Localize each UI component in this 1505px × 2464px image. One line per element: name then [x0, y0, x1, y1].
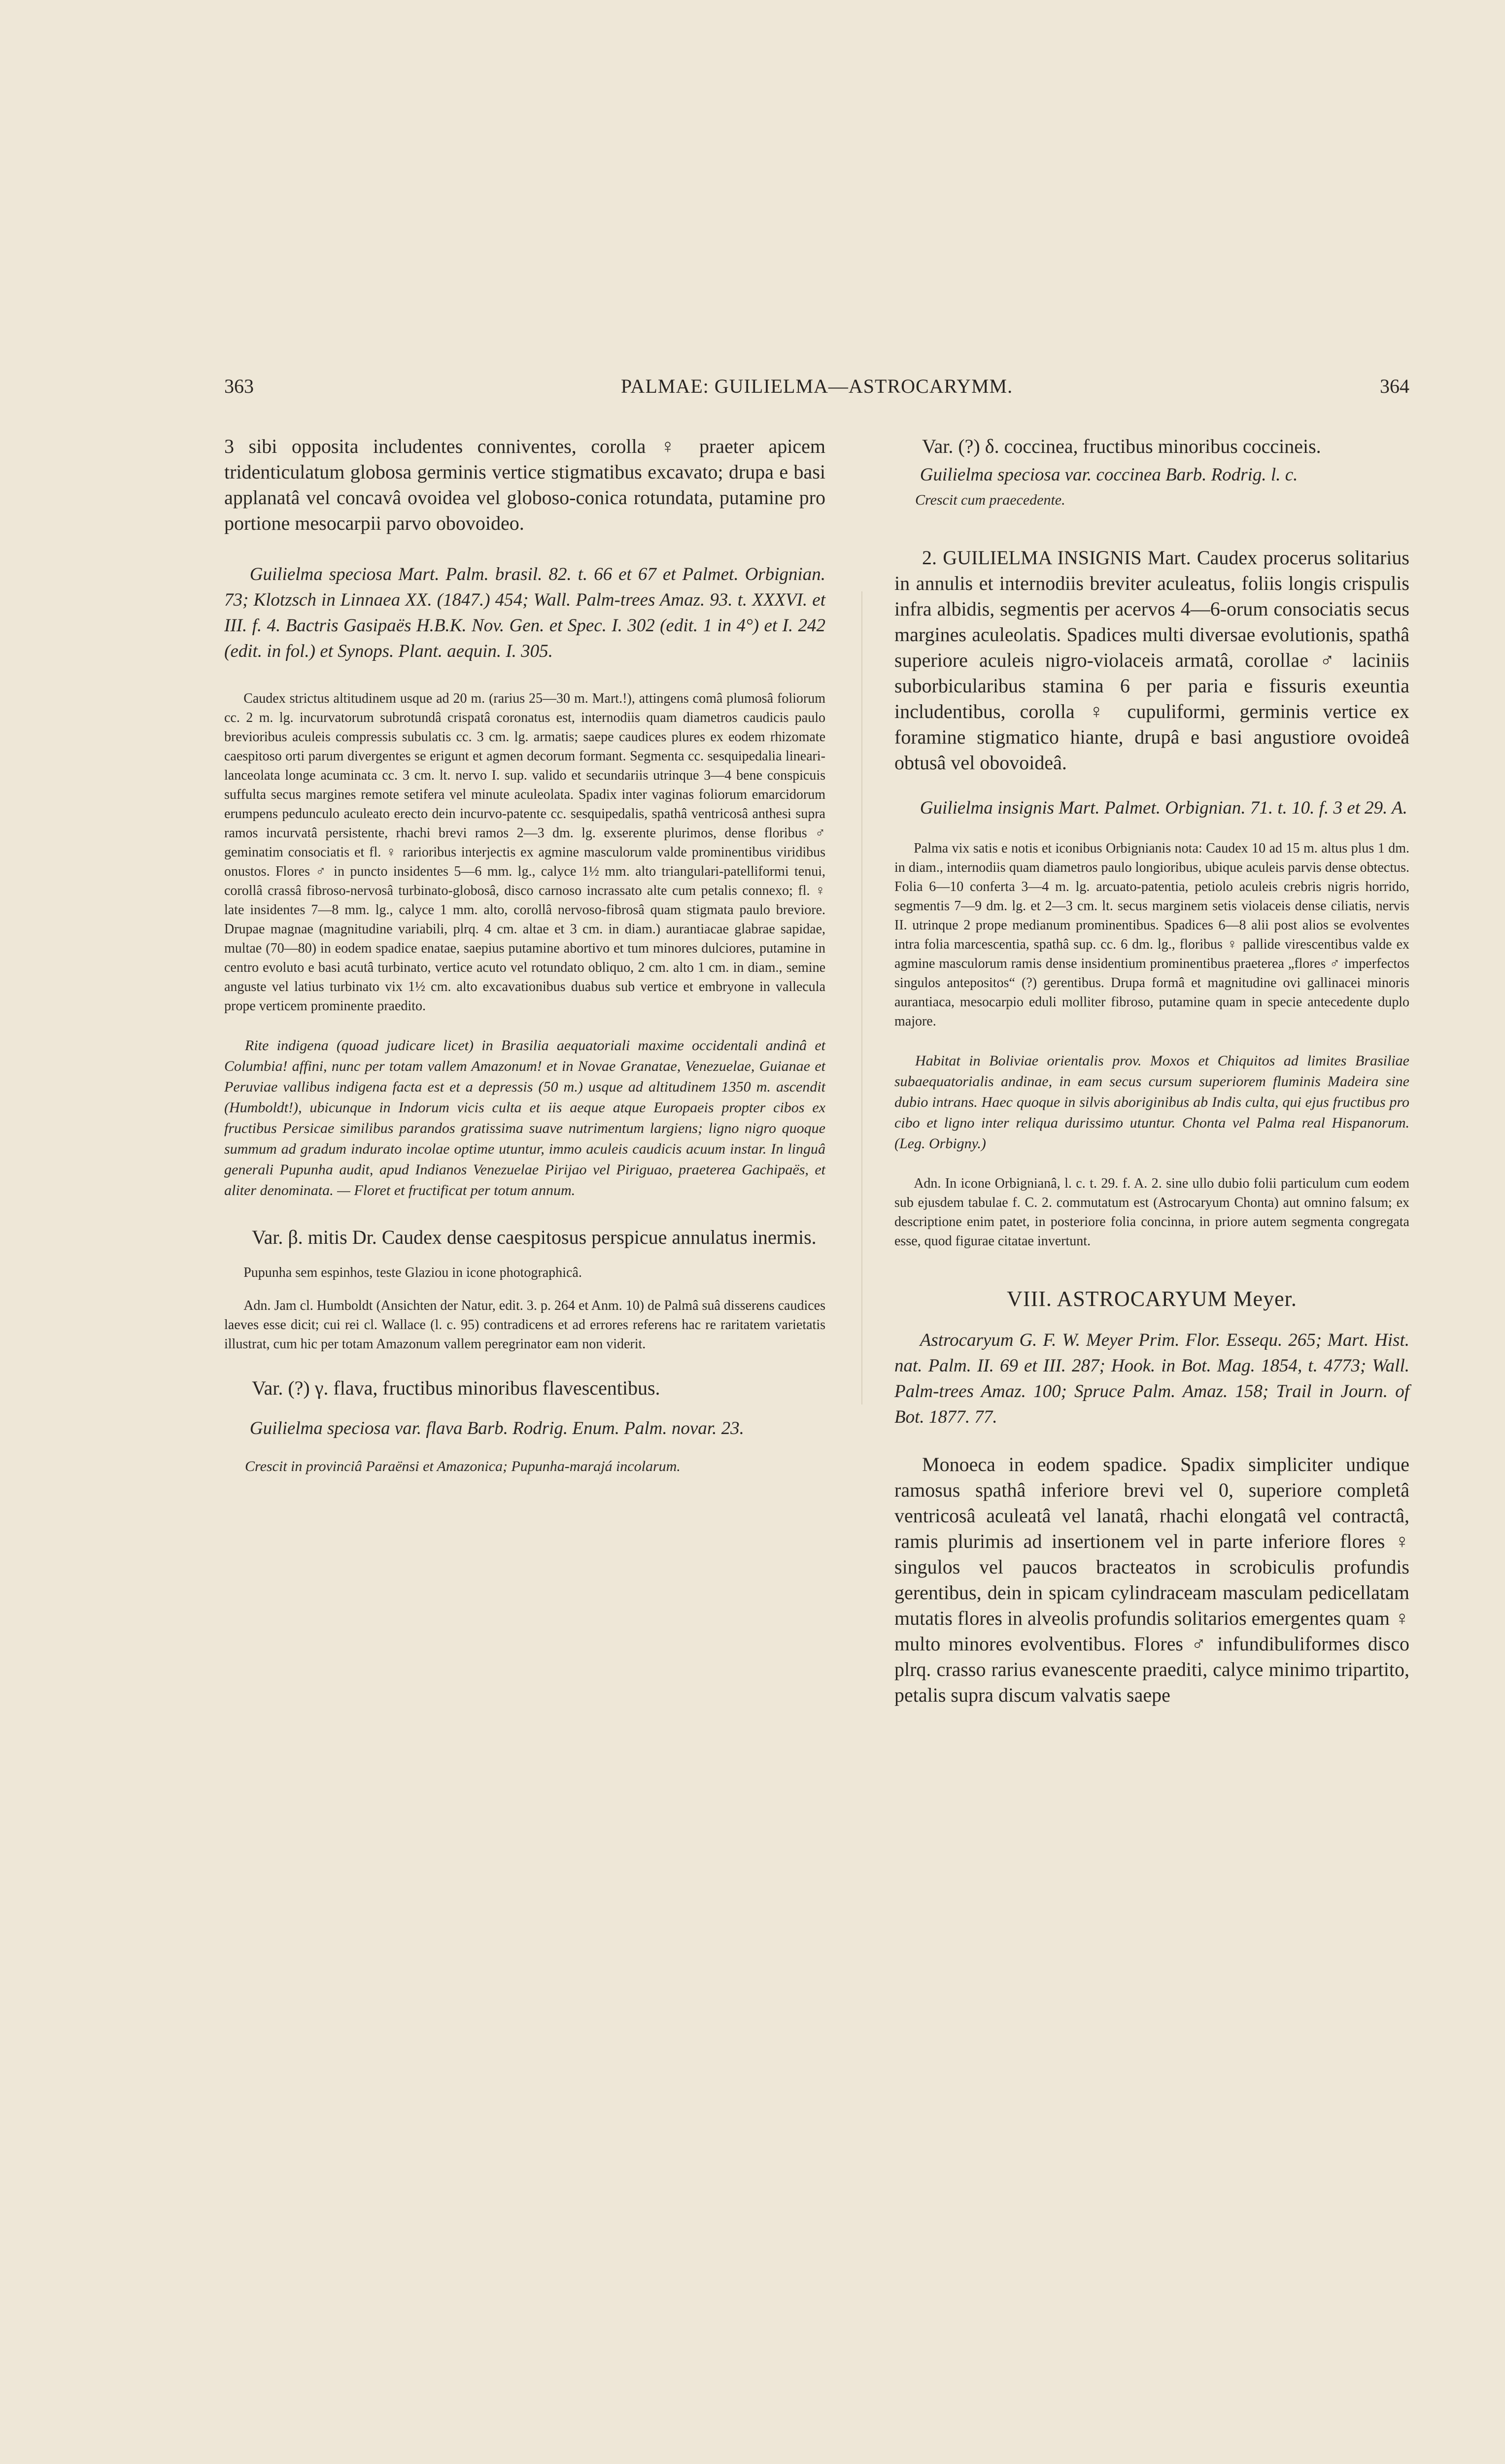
detailed-description: Caudex strictus altitudinem usque ad 20 m. (rarius 25—30 m. Mart.!), attingens comâ plumosâ foliorum cc. 2 m. lg. incurvatorum subrotundâ crispatâ coronatus est, internodiis quam diametros caudicis paulo brevioribus aculeis compressis subulatis cc. 3 cm. lg. armatis; saepe caudices plures ex eodem rhizomate caespitoso orti parum divergentes se erigunt et agmen decorum formant. Segmenta cc. sesquipedalia lineari-lanceolata longe acuminata cc. 3 cm. lt. nervo I. sup. valido et secundariis utrinque 3—4 bene conspicuis suffulta secus margines remote setifera vel minute aculeolata. Spadix inter vaginas foliorum emarcidorum erumpens pedunculo aculeato erecto dein incurvo-patente cc. sesquipedalis, spathâ ventricosâ anthesi supra ramos incurvatâ persistente, rhachi brevi ramos 2—3 dm. lg. exserente plurimos, dense floribus ♂ geminatim consociatis et fl. ♀ rarioribus interjectis ex agmine masculorum valde prominentibus viridibus onustos. Flores ♂ in puncto insidentes 5—6 mm. lg., calyce 1½ mm. alto triangulari-patelliformi tenui, corollâ crassâ fibroso-nervosâ turbinato-globosâ, disco carnoso incrassato alte cum petalis connexo; fl. ♀ late insidentes 7—8 mm. lg., calyce 1 mm. alto, corollâ nervoso-fibrosâ quam stigmata paulo breviore. Drupae magnae (magnitudine variabili, plrq. 4 cm. altae et 3 cm. in diam.) aurantiacae glabrae sapidae, multae (70—80) in eodem spadice enatae, saepius putamine abortivo et tum minores dulciores, putamine in centro evoluto e basi acutâ turbinato, vertice acuto vel rotundato obliquo, 2 cm. alto 1 cm. in diam., semine anguste vel latius turbinato vix 1½ cm. alto excavationibus duabus sub vertice et embryone in vallecula prope verticem prominente praedito.: [224, 691, 825, 1014]
species-insignis-citation: Guilielma insignis Mart. Palmet. Orbignian. 71. t. 10. f. 3 et 29. A.: [920, 798, 1407, 818]
running-title: PALMAE: GUILIELMA—ASTROCARYMM.: [620, 375, 1013, 397]
page-number-left: 363: [224, 375, 254, 397]
variety-delta-citation: Guilielma speciosa var. coccinea Barb. Rodrig. l. c.: [920, 465, 1298, 485]
habitat-paragraph: Rite indigena (quoad judicare licet) in Brasilia aequatoriali maxime occidentali andinâ et Columbia! affini, nunc per totam vallem Amazonum! et in Novae Granatae, Venezuelae, Guianae et Peruviae vallibus indigena facta est et a depressis (50 m.) usque ad altitudinem 1350 m. ascendit (Humboldt!), ubicunque in Indorum vicis culta et iis aeque atque Europaeis propter cibos ex fructibus Persicae similibus parandos gratissima suave nutrimentum largiens; ligno nigro quoque summum ad gradum indurato incolae optime utuntur, immo aculeis caudicis acuum instar. In linguâ generali Pupunha audit, apud Indianos Venezuelae Pirijao vel Piriguao, praeterea Gachipaës, et aliter denominata. — Floret et fructificat per totum annum.: [224, 1037, 825, 1198]
page-number-right: 364: [1380, 375, 1409, 397]
right-column: [894, 434, 1409, 1708]
species-insignis-habitat: Habitat in Boliviae orientalis prov. Moxos et Chiquitos ad limites Brasiliae subaequatorialis andinae, in eam secus cursum superiorem fluminis Madeira sine dubio intrans. Haec quoque in silvis aboriginibus ab Indis culta, qui ejus fructibus pro cibo et ligno inter reliqua durissimo utuntur. Chonta vel Palma real Hispanorum. (Leg. Orbigny.): [894, 1053, 1409, 1152]
genus-heading: VIII. ASTROCARYUM Meyer.: [1007, 1287, 1297, 1311]
variety-gamma-habitat: Crescit in provinciâ Paraënsi et Amazonica; Pupunha-marajá incolarum.: [245, 1458, 681, 1474]
variety-beta: Var. β. mitis Dr. Caudex dense caespitosus perspicue annulatus inermis.: [252, 1226, 817, 1248]
variety-gamma: Var. (?) γ. flava, fructibus minoribus flavescentibus.: [252, 1377, 660, 1399]
species-insignis-details: Palma vix satis e notis et iconibus Orbignianis nota: Caudex 10 ad 15 m. altus plus 1 dm. in diam., internodiis quam diametros paulo longioribus, ubique aculeis parvis dense obtectus. Folia 6—10 conferta 3—4 m. lg. arcuato-patentia, petiolo aculeis crebris nigris horrido, segmentis 7—9 dm. lg. et 2—3 cm. lt. secus marginem setis violaceis dense ciliatis, nervis II. utrinque 2 prope medianum prominentibus. Spadices 6—8 alii post alios se evolventes intra folia marcescentia, spathâ sup. cc. 6 dm. lg., floribus ♀ pallide virescentibus valde ex agmine masculorum ramis dense insidentium prominentibus praeterea „flores ♂ imperfectos singulos antepositos“ (?) gerentibus. Drupa formâ et magnitudine ovi gallinacei minoris aurantiaca, mesocarpio eduli molliter fibroso, putamine quam in specie antecedente duplo majore.: [894, 841, 1409, 1029]
variety-beta-note: Pupunha sem espinhos, teste Glaziou in icone photographicâ.: [243, 1265, 582, 1280]
annotation-paragraph: Adn. Jam cl. Humboldt (Ansichten der Natur, edit. 3. p. 264 et Anm. 10) de Palmâ suâ disserens caudices laeves esse dicit; cui rei cl. Wallace (l. c. 95) contradicens et ad errores referens hac re raritatem varietatis illustrat, cum hic per totam Amazonum vallem peregrinator eam non viderit.: [224, 1298, 825, 1352]
description-paragraph: 3 sibi opposita includentes conniventes, corolla ♀ praeter apicem tridenticulatum globosa germinis vertice stigmatibus excavato; drupa e basi applanatâ vel concavâ ovoidea vel globoso-conica rotundata, putamine pro portione mesocarpii parvo obovoideo.: [224, 435, 825, 534]
variety-delta: Var. (?) δ. coccinea, fructibus minoribus coccineis.: [922, 435, 1321, 457]
species-insignis-description: 2. GUILIELMA INSIGNIS Mart. Caudex procerus solitarius in annulis et internodiis breviter aculeatus, foliis longis crispulis infra albidis, segmentis per acervos 4—6-orum consociatis secus margines aculeolatis. Spadices multi diversae evolutionis, spathâ superiore aculeis nigro-violaceis armatâ, corollae ♂ laciniis suborbicularibus stamina 6 per paria e fissuris exeuntia includentibus, corolla ♀ cupuliformi, germinis vertice ex foramine stigmatico hiante, drupâ e basi angustiore ovoideâ obtusâ vel obovoideâ.: [894, 547, 1409, 774]
variety-delta-habitat: Crescit cum praecedente.: [915, 492, 1065, 508]
citation-paragraph: Guilielma speciosa Mart. Palm. brasil. 82. t. 66 et 67 et Palmet. Orbignian. 73; Klotzsch in Linnaea XX. (1847.) 454; Wall. Palm-trees Amaz. 93. t. XXXVI. et III. f. 4. Bactris Gasipaës H.B.K. Nov. Gen. et Spec. I. 302 (edit. 1 in 4°) et I. 242 (edit. in fol.) et Synops. Plant. aequin. I. 305.: [224, 564, 825, 661]
genus-citation: Astrocaryum G. F. W. Meyer Prim. Flor. Essequ. 265; Mart. Hist. nat. Palm. II. 69 et III. 287; Hook. in Bot. Mag. 1854, t. 4773; Wall. Palm-trees Amaz. 100; Spruce Palm. Amaz. 158; Trail in Journ. of Bot. 1877. 77.: [894, 1330, 1409, 1427]
column-divider: [861, 591, 862, 1404]
variety-gamma-citation: Guilielma speciosa var. flava Barb. Rodrig. Enum. Palm. novar. 23.: [249, 1418, 744, 1438]
left-column: [224, 434, 825, 1477]
page-header: [224, 375, 1409, 409]
genus-description: Monoeca in eodem spadice. Spadix simpliciter undique ramosus spathâ inferiore brevi vel 0, superiore completâ ventricosâ aculeatâ vel lanatâ, rhachi elongatâ vel contractâ, ramis plurimis ad insertionem vel in parte inferiore flores ♀ singulos vel paucos bracteatos in scrobiculis profundis gerentibus, dein in spicam cylindraceam masculam pedicellatam mutatis flores in alveolis profundis solitarios emergentes quam ♀ multo minores evolventibus. Flores ♂ infundibuliformes disco plrq. crasso rarius evanescente praediti, calyce minimo tripartito, petalis supra discum valvatis saepe: [894, 1453, 1409, 1706]
species-insignis-annotation: Adn. In icone Orbignianâ, l. c. t. 29. f. A. 2. sine ullo dubio folii particulum cum eodem sub ejusdem tabulae f. C. 2. commutatum est (Astrocaryum Chonta) aut omnino falsum; ex descriptione enim patet, in posteriore folia concinna, in priore autem segmenta congregata esse, quod figurae citatae invertunt.: [894, 1176, 1409, 1249]
